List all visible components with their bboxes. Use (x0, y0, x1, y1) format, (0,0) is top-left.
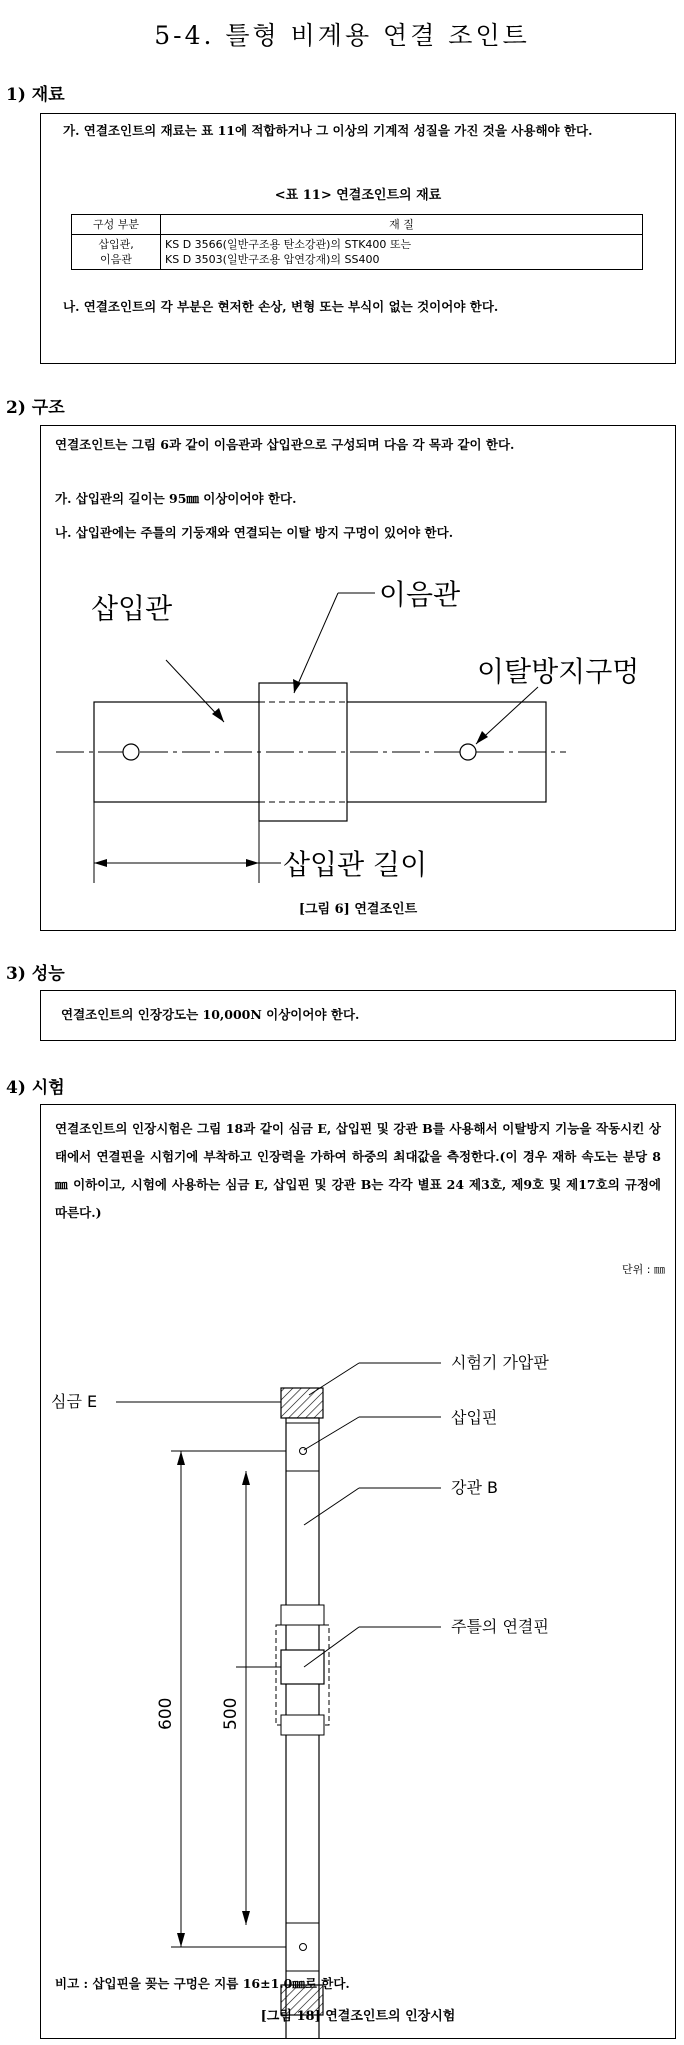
arrow-head-icon (242, 1911, 250, 1925)
label-joint-pipe: 이음관 (379, 578, 461, 611)
arrow-head-icon (242, 1471, 250, 1485)
section-heading-materials: 1) 재료 (6, 85, 65, 105)
section-heading-structure: 2) 구조 (6, 398, 65, 418)
label-insert-pin: 삽입핀 (451, 1408, 498, 1427)
label-press-plate: 시험기 가압판 (451, 1353, 549, 1372)
materials-item-na: 나. 연결조인트의 각 부분은 현저한 손상, 변형 또는 부식이 없는 것이어야 한다. (63, 299, 499, 314)
table-header-cell: 구성 부분 (72, 215, 161, 235)
section-heading-test: 4) 시험 (6, 1078, 65, 1098)
arrow-head-icon (177, 1933, 185, 1947)
structure-box (40, 425, 676, 931)
performance-box (40, 990, 676, 1041)
label-core-e: 심금 E (51, 1392, 98, 1411)
table-header-row (72, 215, 643, 235)
test-text: 연결조인트의 인장시험은 그림 18과 같이 심금 E, 삽입핀 및 강관 B를 사용해서 이탈방지 기능을 작동시킨 상태에서 연결핀을 시험기에 부착하고 인장력을 가하여 하중의 최대값을 측정한다.(이 경우 재하 속도는 분당 8㎜ 이하이고, 시험에 사용하는 심금 E, 삽입핀 및 강관 B는 각각 별표 24 제3호, 제9호 및 제17호의 규정에 따른다.) (55, 1121, 661, 1220)
performance-text: 연결조인트의 인장강도는 10,000N 이상이어야 한다. (61, 1007, 360, 1022)
materials-table (71, 214, 643, 270)
figure-6-caption: [그림 6] 연결조인트 (298, 902, 418, 917)
label-connect-pin: 주틀의 연결핀 (451, 1617, 549, 1636)
connect-pin-shape (281, 1650, 324, 1684)
label-escape-hole: 이탈방지구멍 (477, 655, 640, 688)
structure-intro: 연결조인트는 그림 6과 같이 이음관과 삽입관으로 구성되며 다음 각 목과 같이 한다. (55, 437, 515, 452)
test-box (40, 1104, 676, 2039)
section-heading-performance: 3) 성능 (6, 964, 65, 984)
arrow-head-icon (246, 859, 259, 867)
joint-collar-bottom (281, 1715, 324, 1735)
arrow-head-icon (94, 859, 107, 867)
table-title: <표 11> 연결조인트의 재료 (274, 188, 442, 203)
figure-6-drawing (41, 426, 675, 930)
page-title: 5-4. 틀형 비계용 연결 조인트 (154, 21, 530, 50)
table-cell-part: 삽입관, 이음관 (72, 235, 161, 270)
leader-press-plate (309, 1363, 359, 1395)
structure-item-na: 나. 삽입관에는 주틀의 기둥재와 연결되는 이탈 방지 구멍이 있어야 한다. (55, 525, 454, 540)
arrow-head-icon (476, 731, 488, 744)
label-steel-pipe-b: 강관 B (451, 1478, 498, 1497)
structure-item-ga: 가. 삽입관의 길이는 95㎜ 이상이어야 한다. (55, 491, 297, 506)
pin-hole-bottom (300, 1944, 307, 1951)
escape-hole-right (460, 744, 476, 760)
table-row (72, 235, 643, 270)
escape-hole-left (123, 744, 139, 760)
figure-18-drawing (41, 1105, 675, 2038)
unit-label: 단위 : ㎜ (622, 1263, 665, 1276)
leader-joint-pipe (294, 593, 338, 693)
materials-box (40, 113, 676, 364)
materials-item-ga: 가. 연결조인트의 재료는 표 11에 적합하거나 그 이상의 기계적 성질을 가진 것을 사용해야 한다. (63, 123, 593, 138)
press-plate-top (281, 1388, 323, 1418)
arrow-head-icon (212, 708, 224, 722)
arrow-head-icon (177, 1451, 185, 1465)
joint-collar-top (281, 1605, 324, 1625)
table-cell-material: KS D 3566(일반구조용 탄소강관)의 STK400 또는 KS D 3503(일반구조용 압연강재)의 SS400 (161, 235, 643, 270)
label-insert-pipe: 삽입관 (91, 592, 173, 625)
dim-500-label: 500 (221, 1697, 241, 1730)
figure-18-caption: [그림 18] 연결조인트의 인장시험 (260, 2009, 456, 2024)
table-header-cell: 재 질 (161, 215, 643, 235)
dim-600-label: 600 (156, 1697, 176, 1730)
test-note: 비고 : 삽입핀을 꽂는 구멍은 지름 16±1.0㎜로 한다. (55, 1976, 350, 1991)
label-insert-length: 삽입관 길이 (283, 848, 428, 881)
